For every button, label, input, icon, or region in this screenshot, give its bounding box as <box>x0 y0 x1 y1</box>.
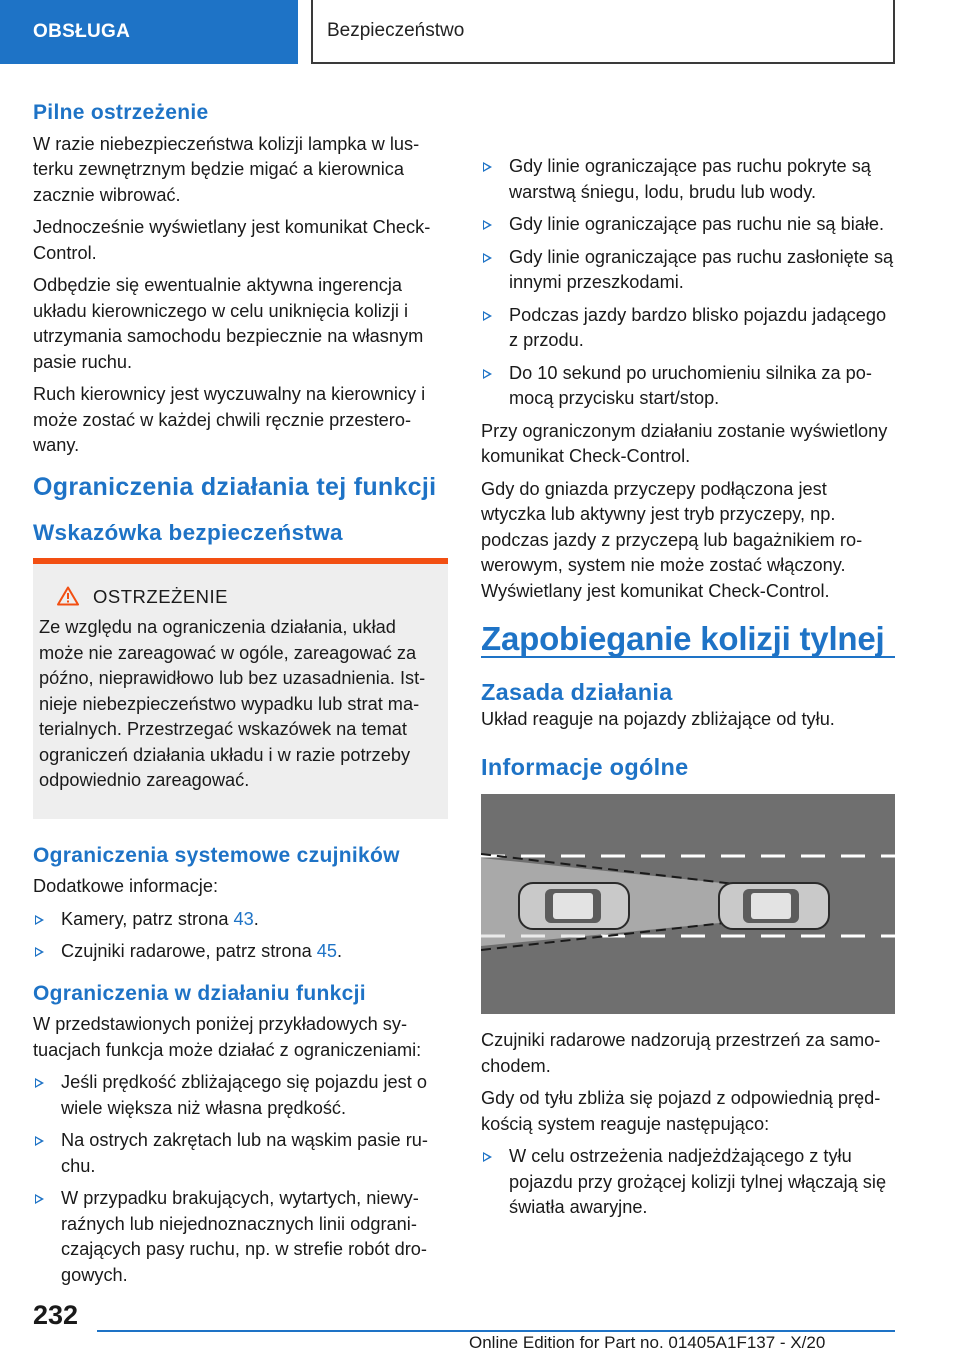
list-item: Gdy linie ograniczające pas ruchu nie są białe. <box>481 212 895 238</box>
warning-text: Ze względu na ograniczenia działania, układ może nie zareagować w ogóle, zareagować za późno, nieprawidłowo lub bez uzasadnienia. Istnieje niebezpieczeństwo wypadku lub strat materialnych. Przestrzegać wskazówek na temat ograniczeń działania układu i w razie potrzeby odpowiednio zareagować. <box>39 617 426 790</box>
bullet-triangle-icon <box>483 162 492 172</box>
footer-divider <box>97 1330 895 1332</box>
paragraph: Gdy od tyłu zbliża się pojazd z odpowiednią prędkością system reaguje następująco: <box>481 1088 881 1134</box>
own-car-icon <box>719 883 829 929</box>
chapter-tab <box>0 0 298 64</box>
warning-box <box>33 558 448 819</box>
chapter-tab-label: OBSŁUGA <box>33 21 131 42</box>
paragraph: Odbędzie się ewentualnie aktywna ingerencja układu kierowniczego w celu uniknięcia kolizji i utrzymania samochodu bezpiecznie na własnym pasie ruchu. <box>33 275 424 372</box>
list-item: Gdy linie ograniczające pas ruchu pokryte są warstwą śniegu, lodu, brudu lub wody. <box>481 154 895 205</box>
warning-title: OSTRZEŻENIE <box>93 585 229 607</box>
warning-triangle-icon <box>57 586 79 606</box>
warning-header <box>39 584 434 610</box>
list-item: W przypadku brakujących, wytartych, niewyraźnych lub niejednoznacznych linii odgraniczających pasy ruchu, np. w strefie robót drogowych. <box>33 1186 448 1288</box>
bullet-triangle-icon <box>483 1152 492 1162</box>
list-item: Podczas jazdy bardzo blisko pojazdu jadącego z przodu. <box>481 303 895 354</box>
paragraph: Gdy do gniazda przyczepy podłączona jest wtyczka lub aktywny jest tryb przyczepy, np. podczas jazdy z przyczepą lub bagażnikiem rowerowym, system nie może zostać włączony. Wyświetlany jest komunikat Check-Control. <box>481 478 863 601</box>
section-header <box>311 0 895 64</box>
list-item: Czujniki radarowe, patrz strona 45. <box>33 939 448 965</box>
paragraph: Dodatkowe informacje: <box>33 876 218 896</box>
paragraph: Układ reaguje na pojazdy zbliżające od tyłu. <box>481 709 835 729</box>
bullet-triangle-icon <box>483 220 492 230</box>
reaction-list <box>481 1144 895 1221</box>
left-column <box>33 100 448 1295</box>
rear-radar-illustration <box>481 794 895 1014</box>
heading-general-info: Informacje ogólne <box>481 753 689 780</box>
list-item: W celu ostrzeżenia nadjeżdżającego z tyłu pojazdu przy grożącej kolizji tylnej włączają się światła awaryjne. <box>481 1144 895 1221</box>
edition-note: Online Edition for Part no. 01405A1F137 - X/20 <box>469 1333 826 1352</box>
bullet-triangle-icon <box>483 311 492 321</box>
approaching-car-icon <box>519 883 629 929</box>
page-link[interactable]: 45 <box>316 941 337 961</box>
section-header-label: Bezpieczeństwo <box>327 20 465 41</box>
paragraph: Czujniki radarowe nadzorują przestrzeń za samochodem. <box>481 1030 881 1076</box>
list-item: Gdy linie ograniczające pas ruchu zasłonięte są innymi przeszkodami. <box>481 245 895 296</box>
heading-rear-collision: Zapobieganie kolizji tylnej <box>481 626 895 658</box>
heading-safety-note: Wskazówka bezpieczeństwa <box>33 520 343 545</box>
bullet-triangle-icon <box>35 1136 44 1146</box>
bullet-triangle-icon <box>35 947 44 957</box>
bullet-triangle-icon <box>35 1194 44 1204</box>
heading-principle: Zasada działania <box>481 678 673 705</box>
list-item: Jeśli prędkość zbliżającego się pojazdu jest o wiele większa niż własna prędkość. <box>33 1070 448 1121</box>
paragraph: W razie niebezpieczeństwa kolizji lampka w lusterku zewnętrznym będzie migać a kierownica zacznie wibrować. <box>33 133 420 205</box>
bullet-triangle-icon <box>35 915 44 925</box>
function-limit-list <box>33 1070 448 1288</box>
road-diagram <box>481 794 895 1014</box>
page-number: 232 <box>33 1300 79 1330</box>
right-column <box>481 98 895 1228</box>
sensor-list <box>33 907 448 965</box>
paragraph: Przy ograniczonym działaniu zostanie wyświetlony komunikat Check-Control. <box>481 420 888 466</box>
list-item: Do 10 sekund po uruchomieniu silnika za pomocą przycisku start/stop. <box>481 361 895 412</box>
bullet-triangle-icon <box>483 369 492 379</box>
function-limit-list-continued <box>481 154 895 412</box>
heading-urgent-warning: Pilne ostrzeżenie <box>33 101 209 124</box>
heading-sensor-limits: Ograniczenia systemowe czujników <box>33 843 400 867</box>
list-item: Kamery, patrz strona 43. <box>33 907 448 933</box>
page-link[interactable]: 43 <box>233 908 254 929</box>
paragraph: W przedstawionych poniżej przykładowych sytuacjach funkcja może działać z ograniczeniami: <box>33 1014 422 1060</box>
paragraph: Ruch kierownicy jest wyczuwalny na kierownicy i może zostać w każdej chwili ręcznie przesterowany. <box>33 384 426 455</box>
bullet-triangle-icon <box>483 253 492 263</box>
list-item: Na ostrych zakrętach lub na wąskim pasie ruchu. <box>33 1128 448 1179</box>
bullet-triangle-icon <box>35 1078 44 1088</box>
paragraph: Jednocześnie wyświetlany jest komunikat Check-Control. <box>33 217 431 263</box>
heading-function-limits: Ograniczenia działania tej funkcji <box>33 472 437 501</box>
heading-function-limitations: Ograniczenia w działaniu funkcji <box>33 981 366 1005</box>
